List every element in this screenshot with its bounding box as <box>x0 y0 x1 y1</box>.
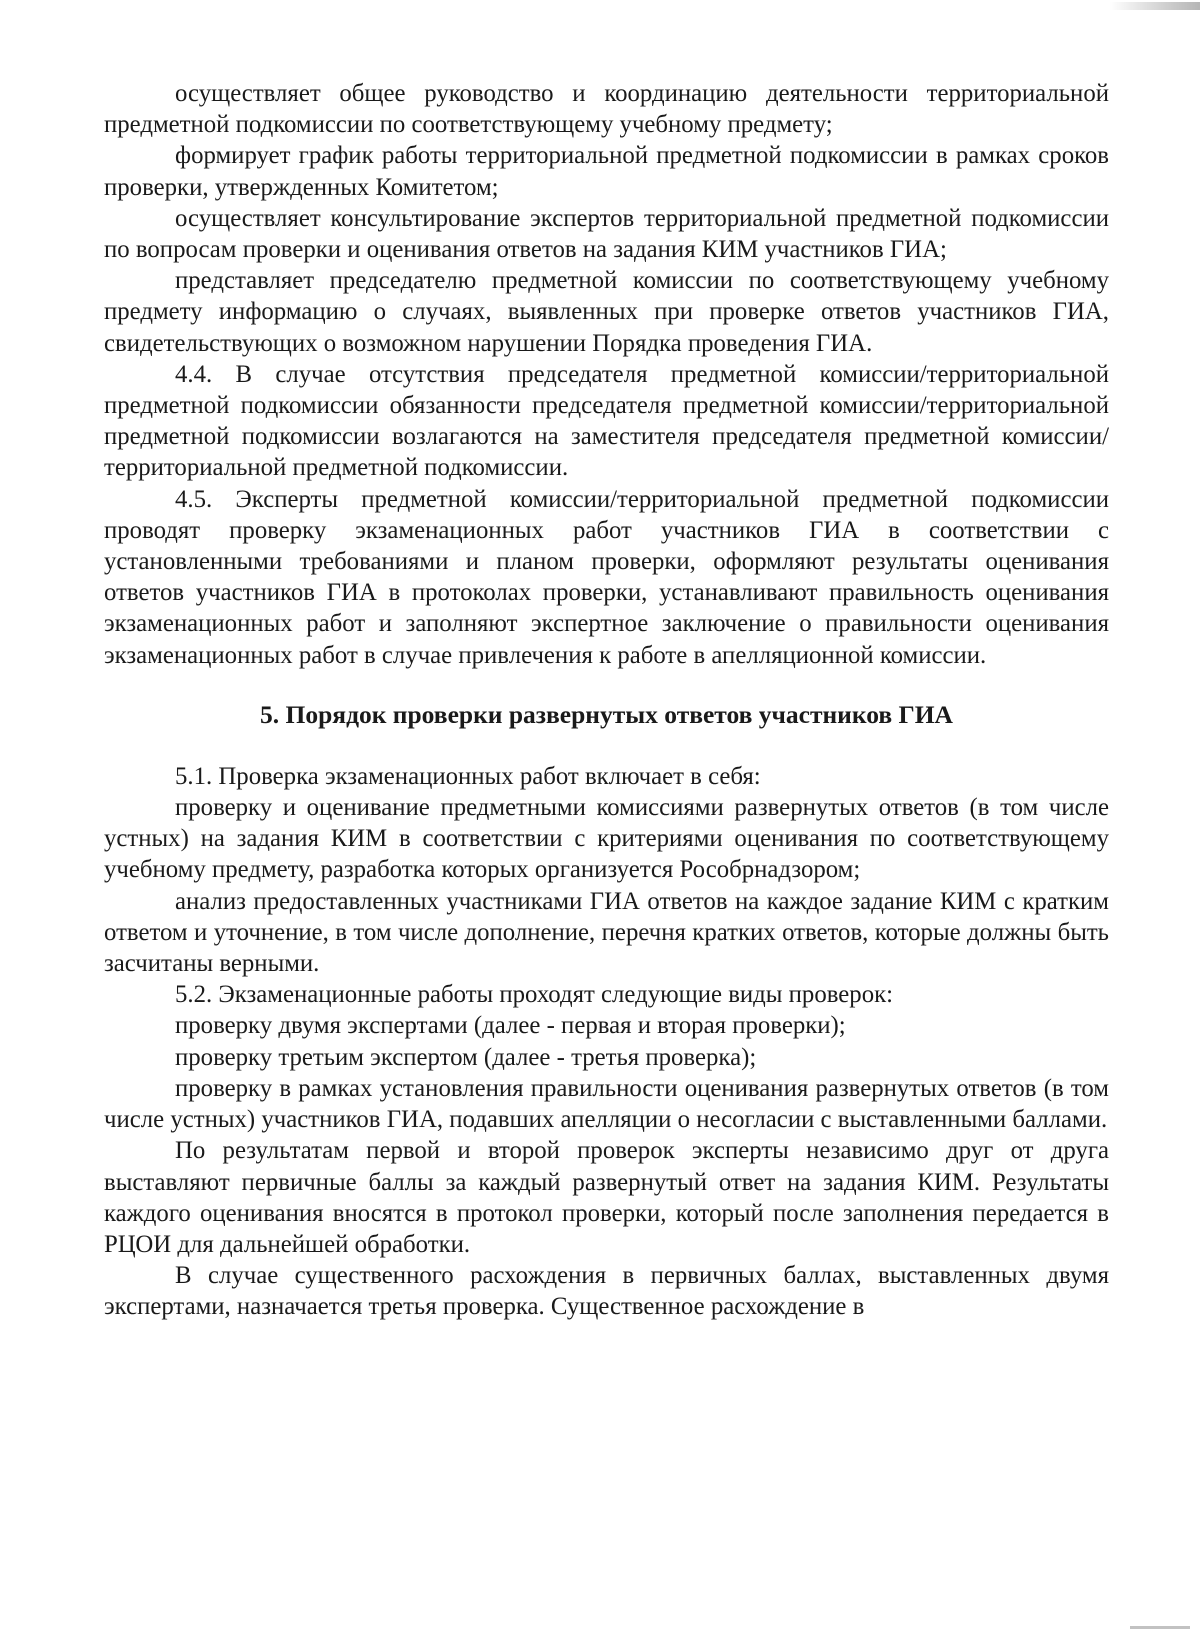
paragraph-discrepancy: В случае существенного расхождения в первичных баллах, выставленных двумя экспертами, назначается третья проверка. Существенное расхождение в <box>104 1262 1109 1321</box>
paragraph-4-5: 4.5. Эксперты предметной комиссии/территориальной предметной подкомиссии проводят проверку экзаменационных работ участников ГИА в соответствии с установленными требованиями и планом проверки, оформляют результаты оценивания ответов участников ГИА в протоколах проверки, устанавливают правильность оценивания экзаменационных работ и заполняют экспертное заключение о правильности оценивания экзаменационных работ в случае привлечения к работе в апелляционной комиссии. <box>104 485 1109 669</box>
paragraph-check-assessment: проверку и оценивание предметными комиссиями развернутых ответов (в том числе устных) на задания КИМ в соответствии с критериями оценивания по соответствующему учебному предмету, разработка которых организуется Рособрнадзором; <box>104 794 1109 884</box>
paragraph-check-third-expert: проверку третьим экспертом (далее - третья проверка); <box>175 1043 757 1071</box>
paragraph-duty-consulting: осуществляет консультирование экспертов территориальной предметной подкомиссии по вопросам проверки и оценивания ответов на задания КИМ участников ГИА; <box>104 204 1109 264</box>
scan-artifact-top <box>1110 2 1200 10</box>
scan-artifact-bottom <box>1130 1626 1190 1629</box>
paragraph-duty-leadership: осуществляет общее руководство и координацию деятельности территориальной предметной подкомиссии по соответствующему учебному предмету; <box>104 80 1109 139</box>
paragraph-5-1: 5.1. Проверка экзаменационных работ включает в себя: <box>175 762 761 790</box>
paragraph-check-two-experts: проверку двумя экспертами (далее - первая и вторая проверки); <box>175 1012 846 1040</box>
paragraph-duty-schedule: формирует график работы территориальной предметной подкомиссии в рамках сроков проверки, утвержденных Комитетом; <box>104 142 1109 201</box>
paragraph-first-second-results: По результатам первой и второй проверок эксперты независимо друг от друга выставляют первичные баллы за каждый развернутый ответ на задания КИМ. Результаты каждого оценивания вносятся в протокол проверки, который после заполнения передается в РЦОИ для дальнейшей обработки. <box>104 1137 1109 1258</box>
paragraph-check-appeal: проверку в рамках установления правильности оценивания развернутых ответов (в том числе устных) участников ГИА, подавших апелляции о несогласии с выставленными баллами. <box>104 1074 1109 1134</box>
section-heading-5: 5. Порядок проверки развернутых ответов участников ГИА <box>260 699 953 729</box>
document-page <box>104 78 1109 1323</box>
paragraph-check-analysis: анализ предоставленных участниками ГИА ответов на каждое задание КИМ с кратким ответом и уточнение, в том числе дополнение, перечня кратких ответов, которые должны быть засчитаны верными. <box>104 887 1109 978</box>
paragraph-5-2: 5.2. Экзаменационные работы проходят следующие виды проверок: <box>175 981 894 1009</box>
paragraph-4-4: 4.4. В случае отсутствия председателя предметной комиссии/территориальной предметной подкомиссии обязанности председателя предметной комиссии/территориальной предметной подкомиссии возлагаются на заместителя председателя предметной комиссии/территориальной предметной подкомиссии. <box>104 360 1109 482</box>
paragraph-duty-reporting: представляет председателю предметной комиссии по соответствующему учебному предмету информацию о случаях, выявленных при проверке ответов участников ГИА, свидетельствующих о возможном нарушении Порядка проведения ГИА. <box>104 267 1109 357</box>
